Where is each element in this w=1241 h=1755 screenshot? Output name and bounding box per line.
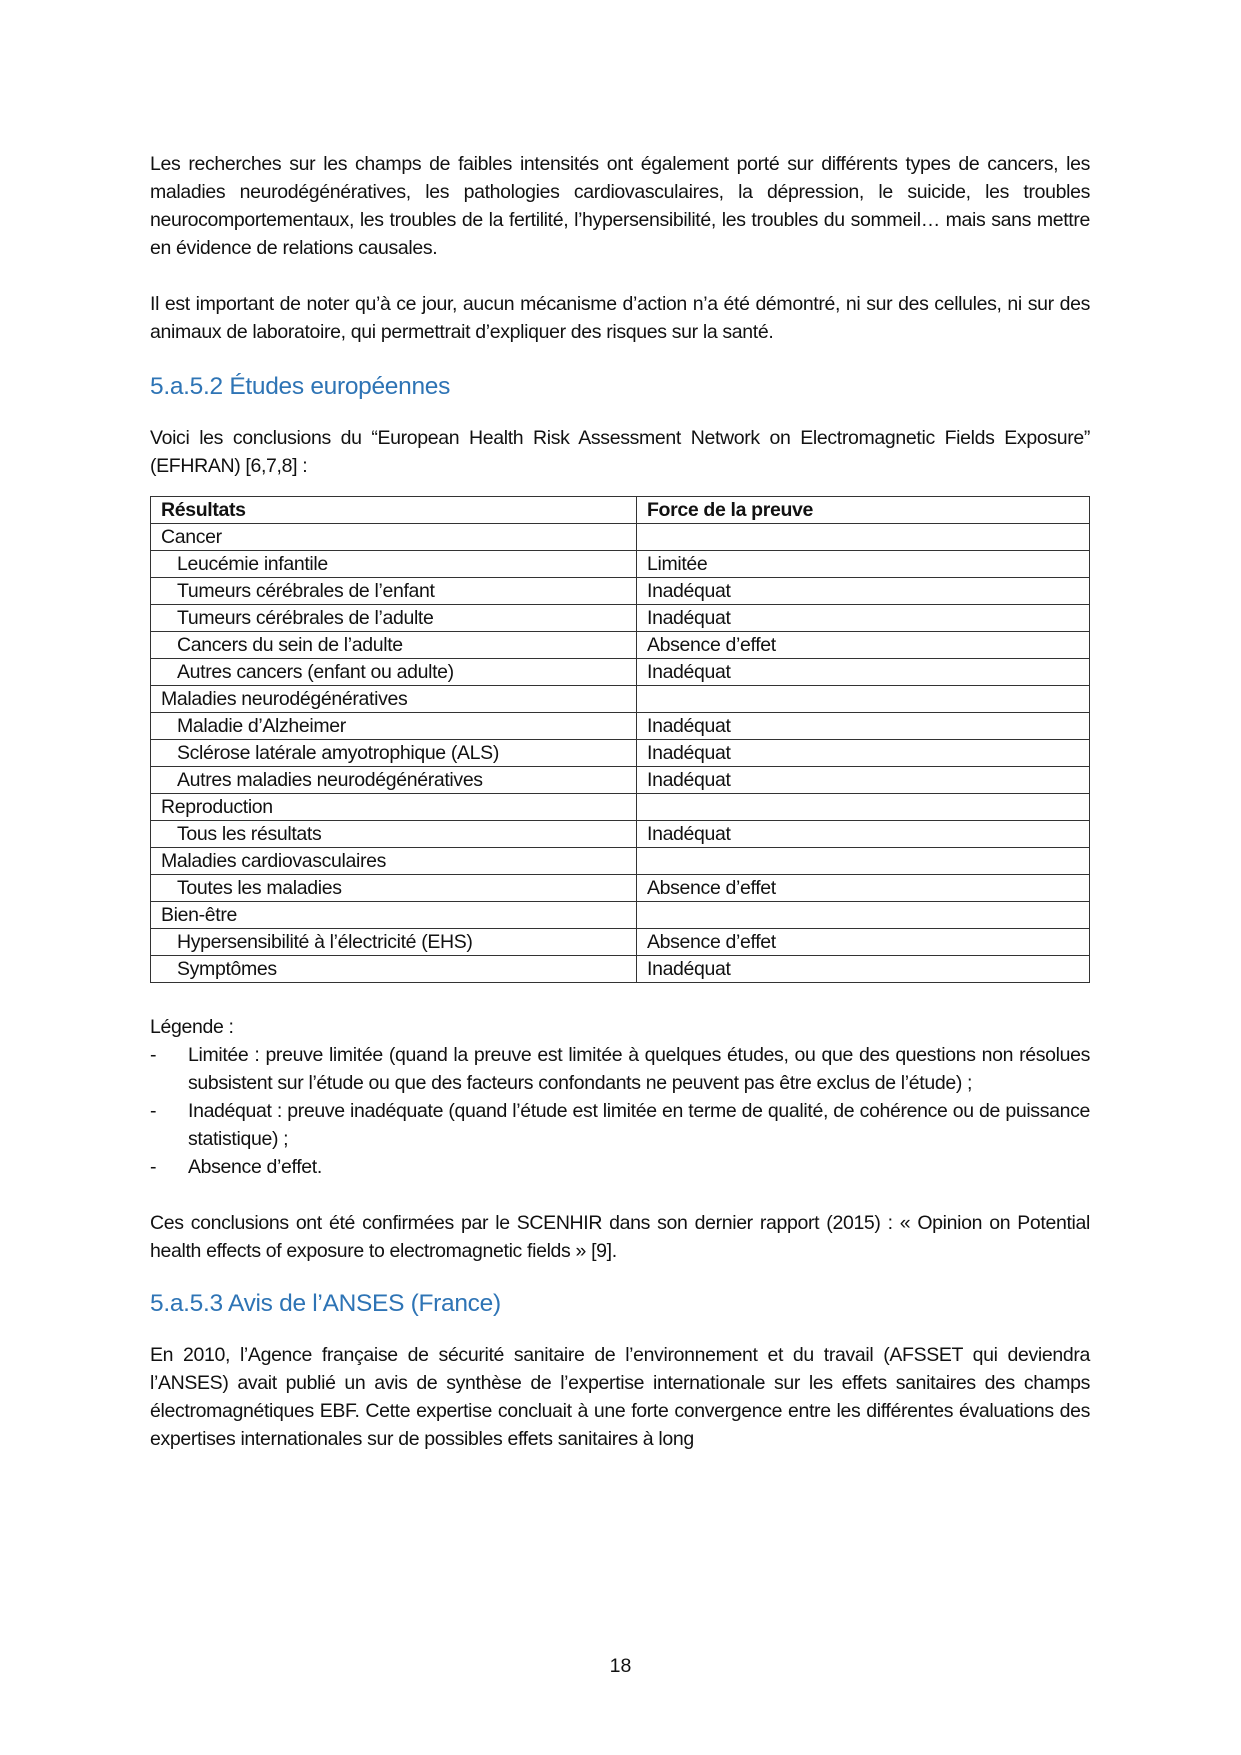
evidence-strength: Limitée bbox=[637, 551, 1090, 578]
table-row bbox=[151, 605, 1090, 632]
evidence-strength bbox=[637, 686, 1090, 713]
evidence-strength bbox=[637, 848, 1090, 875]
legend-text: Absence d’effet. bbox=[188, 1156, 322, 1178]
paragraph-efhran-intro: Voici les conclusions du “European Health Risk Assessment Network on Electromagnetic Fields Exposure” (EFHRAN) [6,7,8] : bbox=[150, 427, 1090, 477]
table-row bbox=[151, 956, 1090, 983]
result-label: Sclérose latérale amyotrophique (ALS) bbox=[151, 740, 637, 767]
table-header-row bbox=[151, 497, 1090, 524]
table-category-row bbox=[151, 848, 1090, 875]
table-category-row bbox=[151, 524, 1090, 551]
bullet-dash: - bbox=[150, 1044, 157, 1066]
result-label: Hypersensibilité à l’électricité (EHS) bbox=[151, 929, 637, 956]
legend-text: Limitée : preuve limitée (quand la preuve est limitée à quelques études, ou que des questions non résolues subsistent sur l’étude ou que des facteurs confondants ne peuvent pas être exclus de l’étude) ; bbox=[188, 1044, 1090, 1094]
table-row bbox=[151, 740, 1090, 767]
heading-european-studies: 5.a.5.2 Études européennes bbox=[150, 373, 451, 400]
table-body bbox=[151, 524, 1090, 983]
table-category-row bbox=[151, 686, 1090, 713]
table-row bbox=[151, 929, 1090, 956]
legend-list bbox=[150, 1041, 1090, 1181]
result-label: Bien-être bbox=[151, 902, 637, 929]
result-label: Tous les résultats bbox=[151, 821, 637, 848]
result-label: Autres maladies neurodégénératives bbox=[151, 767, 637, 794]
result-label: Reproduction bbox=[151, 794, 637, 821]
legend-item bbox=[150, 1153, 1090, 1181]
bullet-dash: - bbox=[150, 1100, 157, 1122]
bullet-dash: - bbox=[150, 1156, 157, 1178]
heading-anses: 5.a.5.3 Avis de l’ANSES (France) bbox=[150, 1290, 501, 1317]
table-row bbox=[151, 551, 1090, 578]
evidence-strength bbox=[637, 524, 1090, 551]
result-label: Cancer bbox=[151, 524, 637, 551]
table-row bbox=[151, 659, 1090, 686]
paragraph-scenhir: Ces conclusions ont été confirmées par le SCENHIR dans son dernier rapport (2015) : « Opinion on Potential health effects of exposure to electromagnetic fields » [9]. bbox=[150, 1212, 1090, 1262]
evidence-strength: Absence d’effet bbox=[637, 632, 1090, 659]
evidence-strength bbox=[637, 794, 1090, 821]
table-header-evidence: Force de la preuve bbox=[637, 497, 1090, 524]
result-label: Symptômes bbox=[151, 956, 637, 983]
result-label: Maladie d’Alzheimer bbox=[151, 713, 637, 740]
table-row bbox=[151, 632, 1090, 659]
evidence-strength bbox=[637, 902, 1090, 929]
result-label: Maladies cardiovasculaires bbox=[151, 848, 637, 875]
page-number: 18 bbox=[609, 1655, 632, 1677]
evidence-strength: Inadéquat bbox=[637, 659, 1090, 686]
evidence-strength: Inadéquat bbox=[637, 713, 1090, 740]
evidence-strength: Absence d’effet bbox=[637, 875, 1090, 902]
result-label: Tumeurs cérébrales de l’enfant bbox=[151, 578, 637, 605]
result-label: Tumeurs cérébrales de l’adulte bbox=[151, 605, 637, 632]
table-category-row bbox=[151, 794, 1090, 821]
result-label: Toutes les maladies bbox=[151, 875, 637, 902]
evidence-strength: Inadéquat bbox=[637, 767, 1090, 794]
paragraph-anses: En 2010, l’Agence française de sécurité sanitaire de l’environnement et du travail (AFSSET qui deviendra l’ANSES) avait publié un avis de synthèse de l’expertise internationale sur les effets sanitaires des champs électromagnétiques EBF. Cette expertise concluait à une forte convergence entre les différentes évaluations des expertises internationales sur de possibles effets sanitaires à long bbox=[150, 1344, 1090, 1450]
table-row bbox=[151, 713, 1090, 740]
legend-item bbox=[150, 1097, 1090, 1153]
table-header-results: Résultats bbox=[151, 497, 637, 524]
evidence-strength: Inadéquat bbox=[637, 740, 1090, 767]
result-label: Autres cancers (enfant ou adulte) bbox=[151, 659, 637, 686]
evidence-strength: Inadéquat bbox=[637, 956, 1090, 983]
result-label: Leucémie infantile bbox=[151, 551, 637, 578]
table-row bbox=[151, 767, 1090, 794]
evidence-strength: Absence d’effet bbox=[637, 929, 1090, 956]
table-row bbox=[151, 821, 1090, 848]
evidence-strength: Inadéquat bbox=[637, 821, 1090, 848]
paragraph-research-summary: Les recherches sur les champs de faibles intensités ont également porté sur différents types de cancers, les maladies neurodégénératives, les pathologies cardiovasculaires, la dépression, le suicide, les troubles neurocomportementaux, les troubles de la fertilité, l’hypersensibilité, les troubles du sommeil… mais sans mettre en évidence de relations causales. bbox=[150, 153, 1090, 259]
legend-item bbox=[150, 1041, 1090, 1097]
document-page bbox=[150, 150, 1090, 1453]
table-category-row bbox=[151, 902, 1090, 929]
evidence-strength: Inadéquat bbox=[637, 578, 1090, 605]
legend-title: Légende : bbox=[150, 1016, 234, 1038]
evidence-strength: Inadéquat bbox=[637, 605, 1090, 632]
paragraph-no-mechanism: Il est important de noter qu’à ce jour, aucun mécanisme d’action n’a été démontré, ni sur des cellules, ni sur des animaux de laboratoire, qui permettrait d’expliquer des risques sur la santé. bbox=[150, 293, 1090, 343]
legend-text: Inadéquat : preuve inadéquate (quand l’étude est limitée en terme de qualité, de cohérence ou de puissance statistique) ; bbox=[188, 1100, 1090, 1150]
table-row bbox=[151, 875, 1090, 902]
result-label: Maladies neurodégénératives bbox=[151, 686, 637, 713]
result-label: Cancers du sein de l’adulte bbox=[151, 632, 637, 659]
efhran-results-table bbox=[150, 496, 1090, 983]
table-row bbox=[151, 578, 1090, 605]
